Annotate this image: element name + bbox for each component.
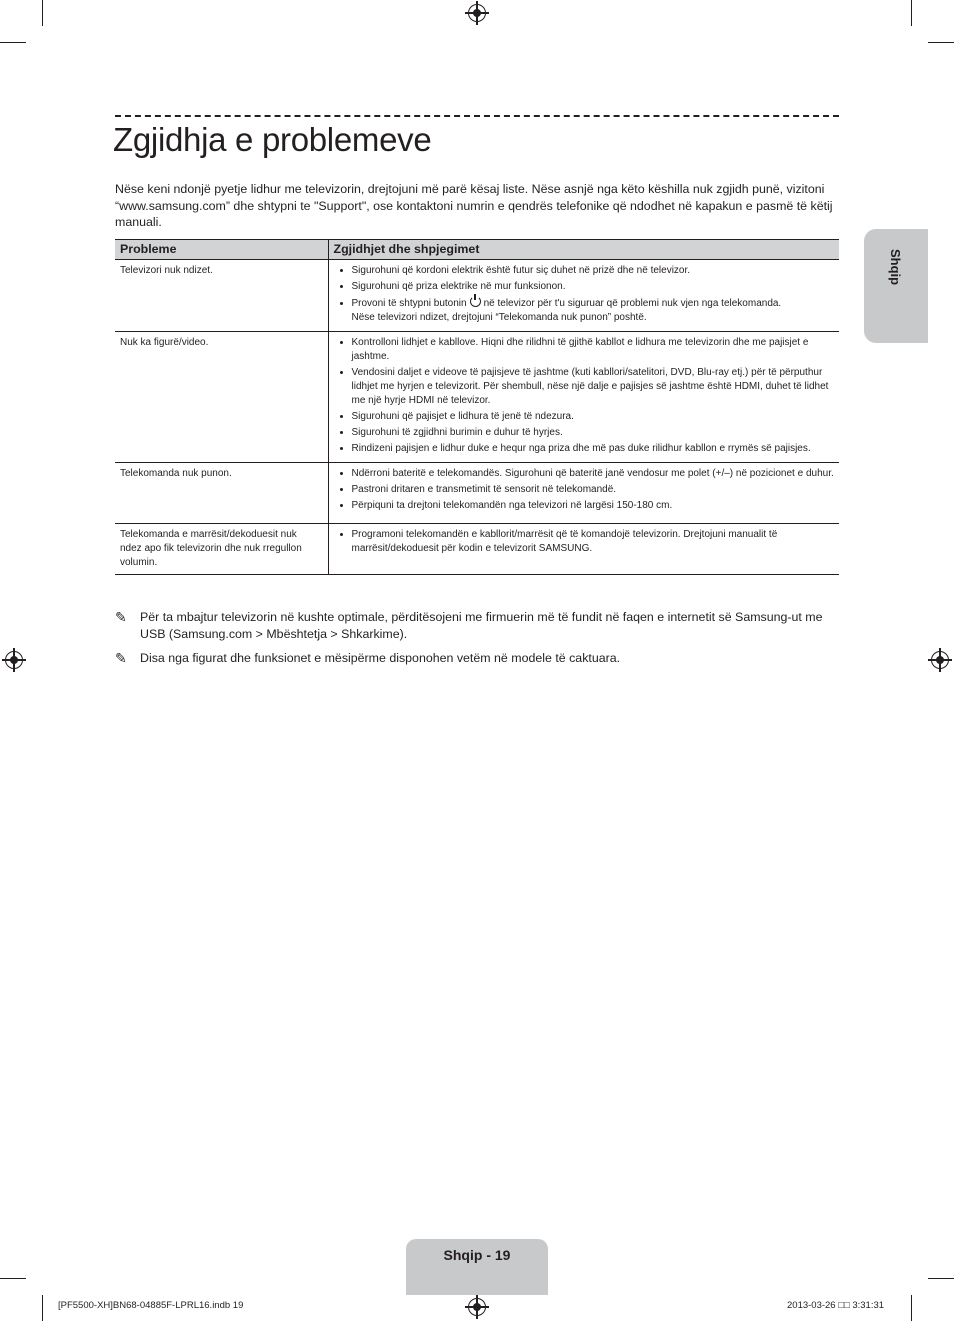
- solution-item: [352, 296, 835, 325]
- registration-mark-icon: [931, 651, 949, 669]
- registration-mark-icon: [468, 4, 486, 22]
- crop-mark: [42, 1295, 43, 1321]
- title-rule: [115, 115, 839, 117]
- crop-mark: [928, 42, 954, 43]
- solution-item: • Sigurohuni që pajisjet e lidhura të jenë të ndezura.: [352, 410, 835, 424]
- problem-cell: Nuk ka figurë/video.: [115, 332, 328, 463]
- table-header-row: [115, 240, 839, 260]
- troubleshooting-table: [115, 239, 839, 575]
- note-text: Për ta mbajtur televizorin në kushte optimale, përditësojeni me firmuerin më të fundit në faqen e internetit së Samsung-ut me USB (Samsung.com > Mbështetja > Shkarkime).: [140, 610, 823, 641]
- solution-text: në televizor për t'u siguruar që problemi nuk vjen nga telekomanda.: [483, 298, 782, 309]
- solution-item: • Sigurohuni që priza elektrike në mur funksionon.: [352, 280, 835, 294]
- problem-cell: Telekomanda nuk punon.: [115, 463, 328, 524]
- date-slug: 2013-03-26 □□ 3:31:31: [787, 1300, 885, 1311]
- registration-mark-icon: [5, 651, 23, 669]
- language-side-tab: [864, 229, 928, 343]
- note-text: Disa nga figurat dhe funksionet e mësipërme disponohen vetëm në modele të caktuara.: [140, 651, 621, 665]
- table-row: [115, 463, 839, 524]
- solution-text: Nëse televizori ndizet, drejtojuni “Telekomanda nuk punon” poshtë.: [351, 312, 647, 323]
- language-side-tab-label: Shqip: [888, 249, 903, 286]
- solutions-cell: [328, 463, 839, 524]
- power-icon: [470, 296, 481, 307]
- table-row: [115, 260, 839, 332]
- crop-mark: [911, 1295, 912, 1321]
- solution-item: • Vendosini daljet e videove të pajisjeve të jashtme (kuti kabllori/satelitori, DVD, Blu-ray etj.) për të përputhur lidhjet me hyrjen e televizorit. Për shembull, nëse një dalje e pajisjes së jashtme është HDMI, duhet të lidhet me një hyrje HDMI në televizor.: [352, 366, 835, 408]
- problem-cell: Televizori nuk ndizet.: [115, 260, 328, 332]
- page-number-tab: [406, 1239, 548, 1295]
- crop-mark: [0, 42, 26, 43]
- solution-item: • Përpiquni ta drejtoni telekomandën nga televizori në largësi 150-180 cm.: [352, 499, 835, 513]
- crop-mark: [42, 0, 43, 26]
- solution-item: • Pastroni dritaren e transmetimit të sensorit në telekomandë.: [352, 483, 835, 497]
- solutions-cell: [328, 260, 839, 332]
- intro-paragraph: Nëse keni ndonjë pyetje lidhur me televizorin, drejtojuni më parë kësaj liste. Nëse asnjë nga këto këshilla nuk zgjidh punë, vizitoni “www.samsung.com” dhe shtypni te "Support", ose kontaktoni numrin e qendrës telefonike që ndodhet në kapakun e pasmë të këtij manuali.: [115, 182, 833, 229]
- column-header-problems: Probleme: [115, 240, 328, 260]
- solutions-cell: [328, 332, 839, 463]
- solutions-cell: [328, 524, 839, 575]
- solution-item: • Sigurohuni që kordoni elektrik është futur siç duhet në prizë dhe në televizor.: [352, 264, 835, 278]
- crop-mark: [911, 0, 912, 26]
- file-slug: [PF5500-XH]BN68-04885F-LPRL16.indb 19: [58, 1300, 244, 1311]
- note-pencil-icon: ✎: [115, 650, 127, 666]
- crop-mark: [928, 1278, 954, 1279]
- notes-section: [115, 609, 841, 675]
- solution-item: • Ndërroni bateritë e telekomandës. Sigurohuni që bateritë janë vendosur me polet (+/–) në pozicionet e duhur.: [352, 467, 835, 481]
- solution-item: • Rindizeni pajisjen e lidhur duke e hequr nga priza dhe më pas duke rilidhur kabllon e rrymës së pajisjes.: [352, 442, 835, 456]
- page-number-label: Shqip - 19: [443, 1247, 511, 1263]
- solution-item: • Kontrolloni lidhjet e kabllove. Hiqni dhe rilidhni të gjithë kabllot e lidhura me televizorin dhe me pajisjet e jashtme.: [352, 336, 835, 364]
- solution-item: • Programoni telekomandën e kabllorit/marrësit që të komandojë televizorin. Drejtojuni manualit të marrësit/dekoduesit për kodin e televizorit SAMSUNG.: [352, 528, 835, 556]
- note-item: [115, 650, 841, 667]
- problem-cell: Telekomanda e marrësit/dekoduesit nuk ndez apo fik televizorin dhe nuk rregullon volumin.: [115, 524, 328, 575]
- table-row: [115, 524, 839, 575]
- solution-text: Provoni të shtypni butonin: [351, 298, 467, 309]
- table-row: [115, 332, 839, 463]
- registration-mark-icon: [468, 1298, 486, 1316]
- crop-mark: [0, 1278, 26, 1279]
- note-item: [115, 609, 841, 642]
- solution-item: • Sigurohuni të zgjidhni burimin e duhur të hyrjes.: [352, 426, 835, 440]
- note-pencil-icon: ✎: [115, 609, 127, 625]
- column-header-solutions: Zgjidhjet dhe shpjegimet: [328, 240, 839, 260]
- page-title: Zgjidhja e problemeve: [113, 121, 432, 158]
